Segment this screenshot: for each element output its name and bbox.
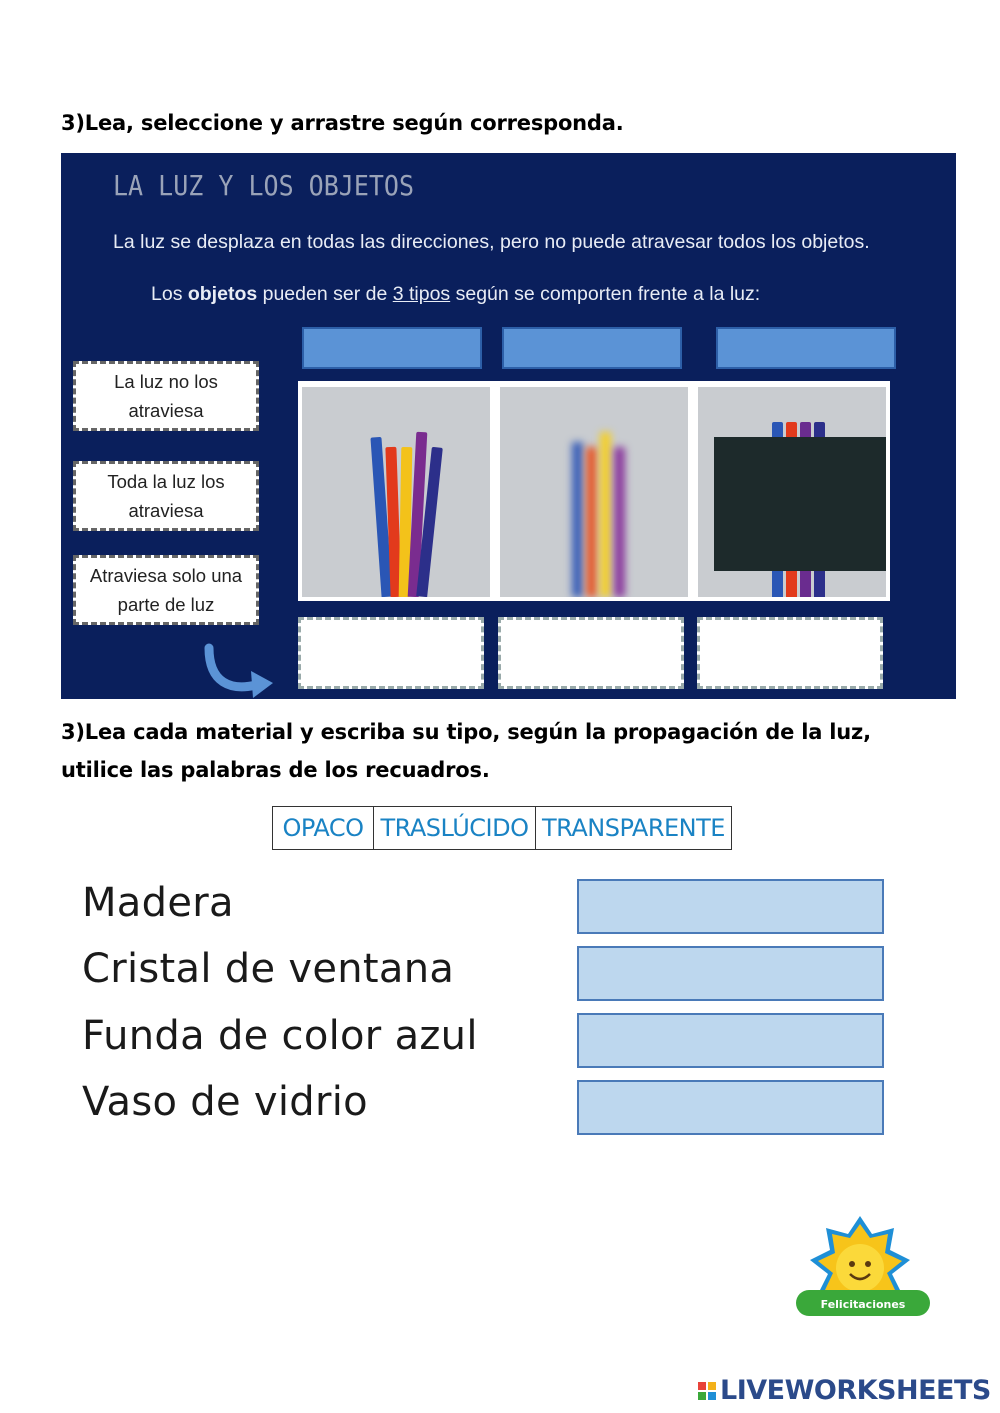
question-2-title: 3)Lea cada material y escriba su tipo, según la propagación de la luz, utilice las palabras de los recuadros. [61,720,871,782]
pencil-photos [298,381,890,601]
brand-text: LIVEWORKSHEETS [720,1375,991,1406]
material-label: Vaso de vidrio [82,1079,368,1125]
drop-target-label-3[interactable] [716,327,896,369]
opaque-board [714,437,886,571]
drop-target-label-1[interactable] [302,327,482,369]
panel-title: LA LUZ Y LOS OBJETOS [113,169,415,202]
drop-target-label-2[interactable] [502,327,682,369]
word-bank-transparente: TRANSPARENTE [535,807,731,849]
material-label: Cristal de ventana [82,946,455,992]
photo-transparent [302,387,490,597]
question-1-title: 3)Lea, seleccione y arrastre según corresponda. [61,111,624,135]
sun-sticker-icon [788,1216,938,1326]
drag-card-opaque[interactable]: La luz no los atraviesa [73,361,259,431]
liveworksheets-brand [698,1375,991,1406]
answer-field-cristal[interactable] [577,946,884,1001]
word-bank-traslucido: TRASLÚCIDO [373,807,535,849]
drop-target-box-3[interactable] [697,617,883,689]
answer-field-madera[interactable] [577,879,884,934]
drag-card-transparent[interactable]: Toda la luz los atraviesa [73,461,259,531]
material-label: Madera [82,880,234,926]
drop-target-box-2[interactable] [498,617,684,689]
curved-arrow-icon [201,643,276,703]
word-bank-opaco: OPACO [282,814,364,842]
liveworksheets-logo-icon [698,1382,716,1400]
photo-translucent [500,387,688,597]
answer-field-funda[interactable] [577,1013,884,1068]
word-bank [272,806,732,850]
panel-types-text: Los objetos pueden ser de 3 tipos según se comporten frente a la luz: [151,283,761,305]
drop-target-box-1[interactable] [298,617,484,689]
sticker-text: Felicitaciones [820,1298,906,1311]
photo-opaque [698,387,886,597]
light-objects-panel [61,153,956,699]
answer-field-vaso[interactable] [577,1080,884,1135]
panel-intro-text: La luz se desplaza en todas las direcciones, pero no puede atravesar todos los objetos. [113,231,870,253]
material-label: Funda de color azul [82,1013,478,1059]
drag-card-translucent[interactable]: Atraviesa solo una parte de luz [73,555,259,625]
